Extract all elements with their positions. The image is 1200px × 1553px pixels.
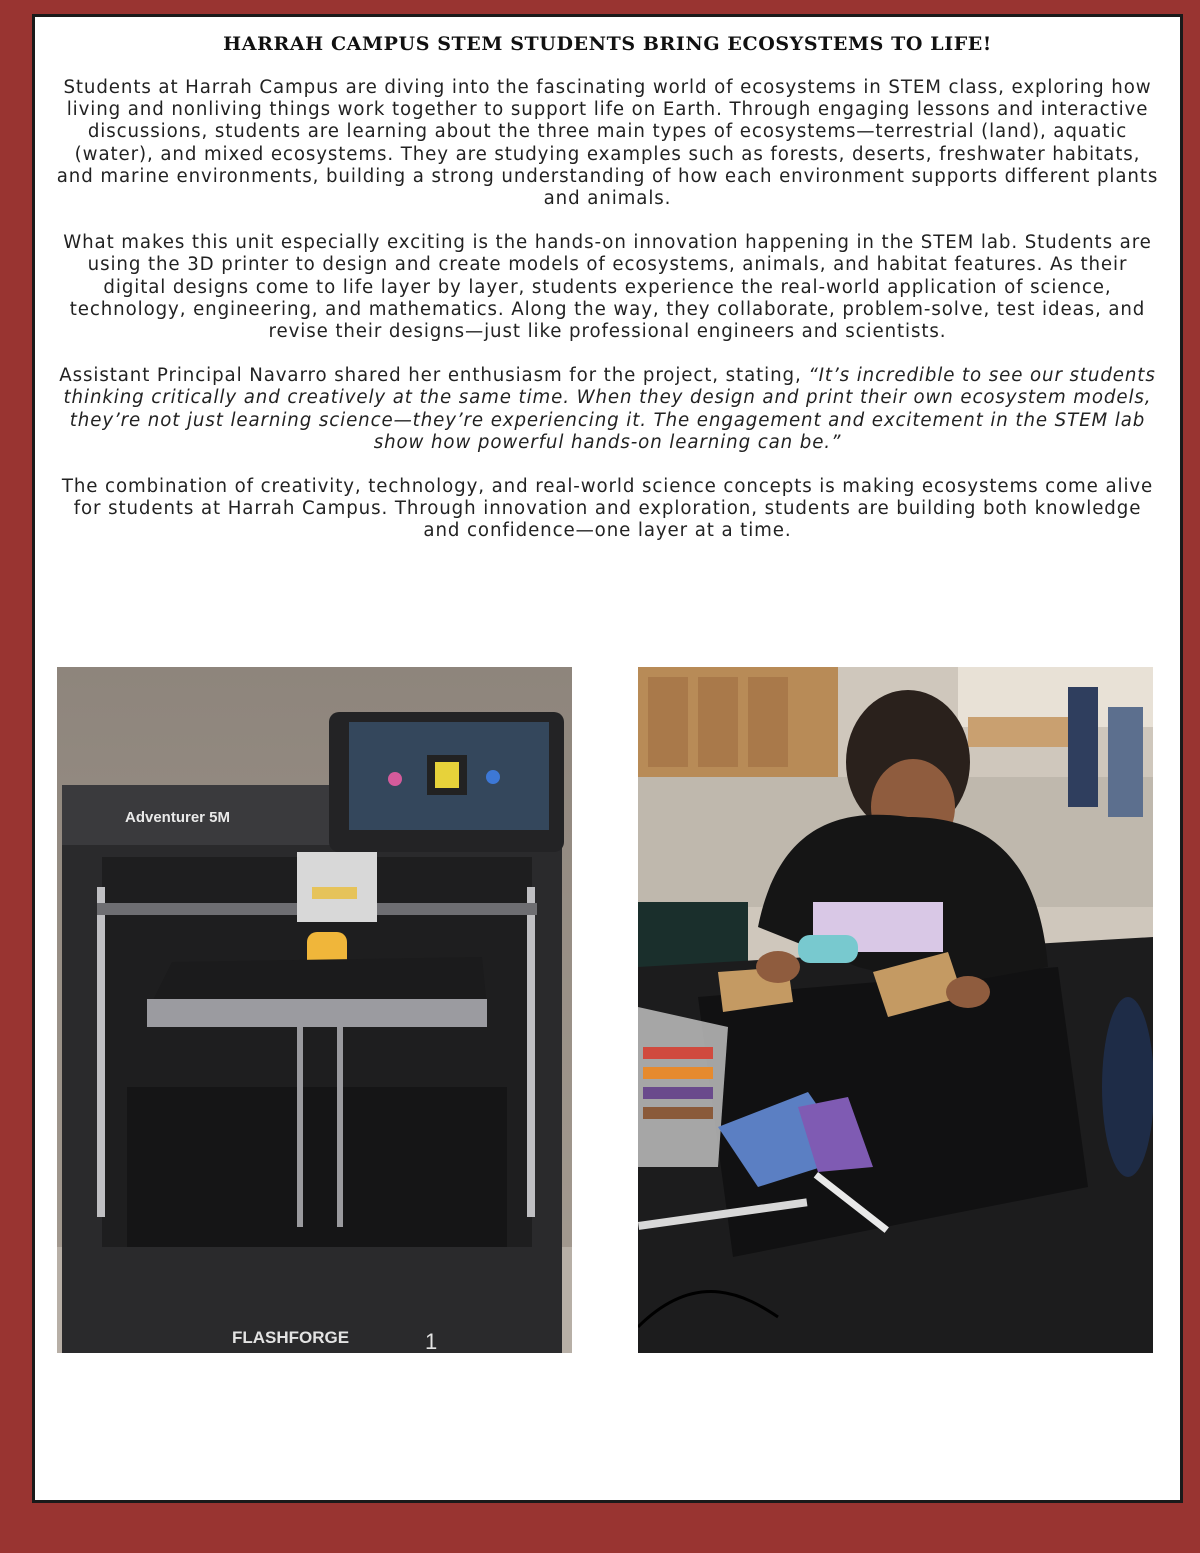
printer-photo-illustration (57, 667, 572, 1353)
quote-intro: Assistant Principal Navarro shared her enthusiasm for the project, stating, (59, 365, 809, 387)
paragraph-conclusion: The combination of creativity, technology, and real-world science concepts is making ecosystems come alive for students at Harrah Campus. Through innovation and exploration, students are building both knowledge and confidence—one layer at a time. (61, 476, 1154, 542)
paragraph-quote (55, 365, 1160, 454)
photo-3d-printer (57, 667, 572, 1353)
article-body (55, 77, 1160, 565)
printer-footer-label: FLASHFORGE (232, 1328, 350, 1347)
paragraph-ecosystems: Students at Harrah Campus are diving into the fascinating world of ecosystems in STEM class, exploring how living and nonliving things work together to support life on Earth. Through engaging lessons and interactive discussions, students are learning about the three main types of ecosystems—terrestrial (land), aquatic (water), and mixed ecosystems. They are studying examples such as forests, deserts, freshwater habitats, and marine environments, building a strong understanding of how each environment supports different plants and animals. (56, 77, 1159, 210)
newsletter-page (32, 14, 1183, 1503)
article-title: HARRAH CAMPUS STEM STUDENTS BRING ECOSYSTEMS TO LIFE! (223, 33, 992, 55)
paragraph-3d-printing: What makes this unit especially exciting is the hands-on innovation happening in the STEM lab. Students are using the 3D printer to design and create models of ecosystems, animals, and habitat features. As their digital designs come to life layer by layer, students experience the real-world application of science, technology, engineering, and mathematics. Along the way, they collaborate, problem-solve, test ideas, and revise their designs—just like professional engineers and scientists. (63, 232, 1152, 343)
photo-student-working (638, 667, 1153, 1353)
printer-unit-number: 1 (425, 1329, 438, 1353)
printer-brand-label: Adventurer 5M (125, 809, 231, 826)
student-photo-illustration (638, 667, 1153, 1353)
principal-quote: “It’s incredible to see our students thinking critically and creatively at the same time. When they design and print their own ecosystem models, they’re not just learning science—they’re experiencing it. The engagement and excitement in the STEM lab show how powerful hands-on learning can be.” (63, 365, 1156, 453)
